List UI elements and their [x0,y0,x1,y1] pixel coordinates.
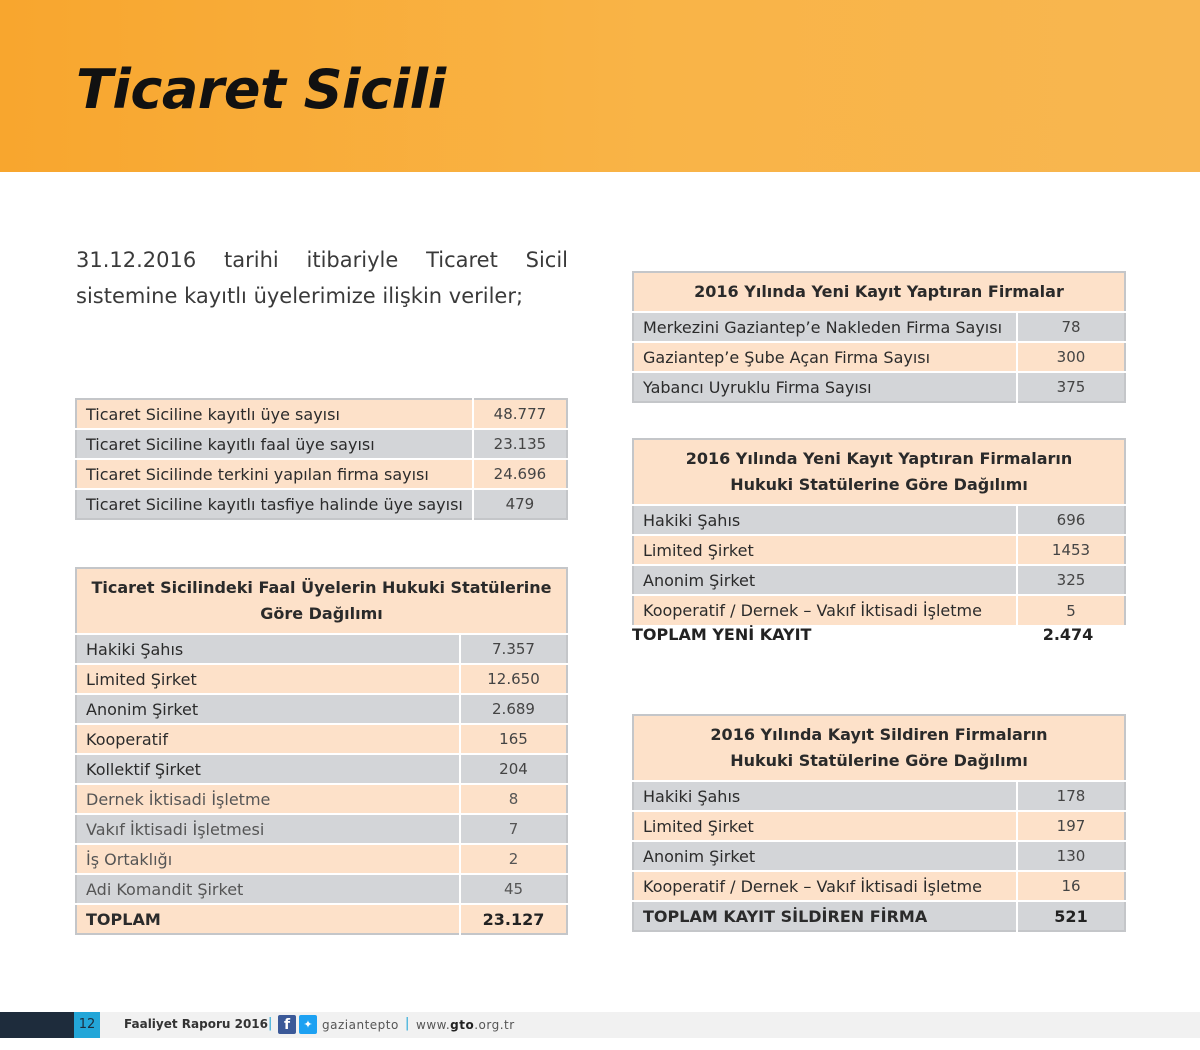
row-label: Anonim Şirket [76,694,460,724]
row-value: 8 [460,784,567,814]
table-row [76,814,567,844]
total-value: 23.127 [460,904,567,934]
row-value: 696 [1017,505,1125,535]
table-row [76,459,567,489]
new-firms-status-table [632,438,1126,625]
row-value: 479 [473,489,567,519]
row-label: Adi Komandit Şirket [76,874,460,904]
row-value: 204 [460,754,567,784]
new-registration-total [632,622,1126,648]
total-value: 2.474 [1042,625,1094,644]
row-label: Kooperatif / Dernek – Vakıf İktisadi İşletme [633,595,1017,625]
active-members-table [75,567,568,935]
separator: | [405,1016,410,1031]
row-value: 5 [1017,595,1125,625]
twitter-icon[interactable]: ✦ [299,1015,317,1034]
table-title: 2016 Yılında Yeni Kayıt Yaptıran Firmalar [633,272,1125,312]
row-value: 12.650 [460,664,567,694]
table-row [633,595,1125,625]
table-row [633,781,1125,811]
table-row [76,874,567,904]
intro-text: 31.12.2016 tarihi itibariyle Ticaret Sicil sistemine kayıtlı üyelerimize ilişkin veriler; [76,248,568,308]
row-label: Ticaret Sicilinde terkini yapılan firma sayısı [76,459,473,489]
row-value: 23.135 [473,429,567,459]
row-label: İş Ortaklığı [76,844,460,874]
page-header [0,0,1200,172]
table-row [633,871,1125,901]
new-firms-table [632,271,1126,403]
table-row [76,754,567,784]
row-label: Yabancı Uyruklu Firma Sayısı [633,372,1017,402]
separator: | [268,1016,273,1031]
table-row [633,505,1125,535]
table-row [633,312,1125,342]
page-number: 12 [74,1012,100,1038]
row-value: 7.357 [460,634,567,664]
row-value: 16 [1017,871,1125,901]
table-row [76,399,567,429]
table-row [76,429,567,459]
row-label: Hakiki Şahıs [633,781,1017,811]
row-value: 300 [1017,342,1125,372]
page-title: Ticaret Sicili [76,58,446,121]
row-value: 1453 [1017,535,1125,565]
row-value: 165 [460,724,567,754]
table-row [633,841,1125,871]
table-row [633,565,1125,595]
row-value: 24.696 [473,459,567,489]
row-label: Gaziantep’e Şube Açan Firma Sayısı [633,342,1017,372]
table-row [633,372,1125,402]
row-label: Hakiki Şahıs [633,505,1017,535]
total-label: TOPLAM KAYIT SİLDİREN FİRMA [633,901,1017,931]
table-row [76,634,567,664]
facebook-icon[interactable]: f [278,1015,296,1034]
table-row [76,664,567,694]
row-label: Kooperatif [76,724,460,754]
table-row [76,844,567,874]
total-row [633,901,1125,931]
row-label: Dernek İktisadi İşletme [76,784,460,814]
report-title: Faaliyet Raporu 2016 [124,1017,268,1031]
row-label: Anonim Şirket [633,841,1017,871]
row-value: 197 [1017,811,1125,841]
table-row [76,489,567,519]
row-label: Ticaret Siciline kayıtlı faal üye sayısı [76,429,473,459]
total-label: TOPLAM [76,904,460,934]
deleted-firms-table [632,714,1126,932]
row-label: Limited Şirket [633,811,1017,841]
table-row [76,694,567,724]
social-handle[interactable]: gaziantepto [322,1018,399,1032]
row-label: Kollektif Şirket [76,754,460,784]
table-row [76,724,567,754]
footer-bar [0,1012,74,1038]
row-value: 130 [1017,841,1125,871]
table-row [633,535,1125,565]
table-row [76,784,567,814]
row-value: 78 [1017,312,1125,342]
total-row [76,904,567,934]
row-value: 48.777 [473,399,567,429]
row-value: 2 [460,844,567,874]
table-title: Ticaret Sicilindeki Faal Üyelerin Hukuki Statülerine Göre Dağılımı [76,568,567,634]
row-label: Limited Şirket [633,535,1017,565]
table-row [633,811,1125,841]
row-label: Merkezini Gaziantep’e Nakleden Firma Sayısı [633,312,1017,342]
summary-table [75,398,568,520]
row-label: Kooperatif / Dernek – Vakıf İktisadi İşletme [633,871,1017,901]
row-value: 178 [1017,781,1125,811]
row-value: 2.689 [460,694,567,724]
row-value: 325 [1017,565,1125,595]
row-label: Ticaret Siciline kayıtlı tasfiye halinde üye sayısı [76,489,473,519]
row-value: 7 [460,814,567,844]
row-label: Anonim Şirket [633,565,1017,595]
row-label: Hakiki Şahıs [76,634,460,664]
table-row [633,342,1125,372]
row-label: Limited Şirket [76,664,460,694]
website-link[interactable]: www.gto.org.tr [416,1018,515,1032]
row-value: 375 [1017,372,1125,402]
total-value: 521 [1017,901,1125,931]
row-label: Ticaret Siciline kayıtlı üye sayısı [76,399,473,429]
total-label: TOPLAM YENİ KAYIT [632,625,812,644]
table-title: 2016 Yılında Kayıt Sildiren Firmaların Hukuki Statülerine Göre Dağılımı [633,715,1125,781]
row-label: Vakıf İktisadi İşletmesi [76,814,460,844]
row-value: 45 [460,874,567,904]
page-footer [0,1012,1200,1038]
table-title: 2016 Yılında Yeni Kayıt Yaptıran Firmaların Hukuki Statülerine Göre Dağılımı [633,439,1125,505]
